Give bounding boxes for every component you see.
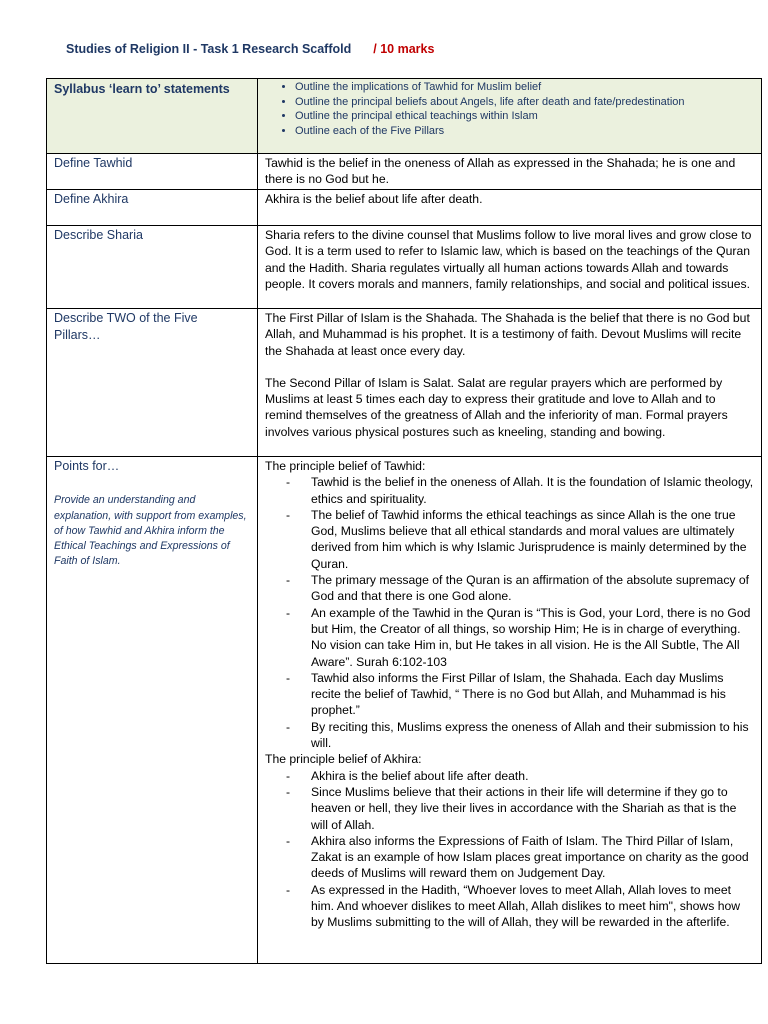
- syllabus-outcomes-list: [265, 80, 755, 139]
- points-answer: [258, 457, 762, 964]
- describe-pillars-row: [47, 309, 762, 457]
- tawhid-points-list: [265, 474, 755, 751]
- describe-sharia-label-cell: [47, 226, 258, 309]
- dash-bullet: -: [286, 719, 291, 734]
- points-label: Points for…: [54, 459, 120, 473]
- describe-sharia-text: Sharia refers to the divine counsel that Muslims follow to live moral lives and grow close to God. It is a term used to refer to Islamic law, which is based on the teachings of the Quran and the Hadith. Sharia regulates virtually all human actions towards Allah and towards people. It covers morals and manners, family relationships, and social and political issues.: [265, 228, 752, 291]
- dash-bullet: -: [286, 475, 291, 490]
- describe-sharia-label: Describe Sharia: [54, 228, 143, 242]
- dash-bullet: -: [286, 833, 291, 848]
- list-item: [265, 768, 755, 784]
- tawhid-point: Tawhid is the belief in the oneness of Allah. It is the foundation of Islamic theology, ethics and spirituality.: [311, 475, 754, 506]
- syllabus-outcome: [295, 124, 755, 139]
- dash-bullet: -: [286, 784, 291, 799]
- describe-pillars-label-cell: [47, 309, 258, 457]
- syllabus-outcome: [295, 109, 755, 124]
- syllabus-outcome-text: Outline the principal beliefs about Angels, life after death and fate/predestination: [295, 95, 685, 108]
- task-title: Studies of Religion II - Task 1 Research Scaffold: [66, 42, 352, 56]
- tawhid-point: An example of the Tawhid in the Quran is “This is God, your Lord, there is no God but Him, the Creator of all things, so worship Him; He is in charge of everything. No vision can take Him in, but He takes in all vision. He is the All Subtle, The All Aware”. Surah 6:102-103: [311, 605, 751, 669]
- define-tawhid-label: Define Tawhid: [54, 156, 133, 170]
- define-akhira-text: Akhira is the belief about life after death.: [265, 192, 483, 206]
- list-item: [265, 670, 755, 719]
- describe-sharia-answer: [258, 226, 762, 309]
- list-item: [265, 833, 755, 882]
- syllabus-outcome: [295, 80, 755, 95]
- describe-pillars-answer: [258, 309, 762, 457]
- syllabus-label: Syllabus ‘learn to’ statements: [54, 82, 230, 96]
- akhira-points-list: [265, 768, 755, 931]
- scaffold-table: [46, 78, 762, 964]
- list-item: [265, 605, 755, 670]
- list-item: [265, 882, 755, 931]
- tawhid-point: The belief of Tawhid informs the ethical teachings as since Allah is the one true God, Muslims believe that all ethical standards and moral values are ultimately derived from him which is why Islamic Jurisprudence is mainly determined by the Quran.: [311, 507, 747, 571]
- dash-bullet: -: [286, 768, 291, 783]
- akhira-point: Akhira also informs the Expressions of Faith of Islam. The Third Pillar of Islam, Zakat is an example of how Islam places great importance on charity as the good deeds of Muslims will reward them on Judgement Day.: [311, 833, 749, 881]
- akhira-point: As expressed in the Hadith, “Whoever loves to meet Allah, Allah loves to meet him. And whoever dislikes to meet Allah, Allah dislikes to meet him", shows how by Muslims submitting to the will of Allah, they will be rewarded in the afterlife.: [311, 882, 741, 930]
- dash-bullet: -: [286, 605, 291, 620]
- points-row: [47, 457, 762, 964]
- describe-sharia-row: [47, 226, 762, 309]
- marks-label: / 10 marks: [373, 42, 435, 56]
- tawhid-point: The primary message of the Quran is an affirmation of the absolute supremacy of God and that there is one God alone.: [311, 573, 750, 604]
- define-tawhid-label-cell: [47, 154, 258, 190]
- syllabus-outcome-text: Outline the implications of Tawhid for Muslim belief: [295, 81, 542, 93]
- define-akhira-label: Define Akhira: [54, 192, 129, 206]
- dash-bullet: -: [286, 670, 291, 685]
- list-item: [265, 784, 755, 833]
- define-akhira-row: [47, 190, 762, 226]
- list-item: [265, 572, 755, 605]
- tawhid-heading: The principle belief of Tawhid:: [265, 459, 426, 473]
- syllabus-outcome-text: Outline the principal ethical teachings within Islam: [295, 110, 538, 123]
- second-pillar-text: The Second Pillar of Islam is Salat. Salat are regular prayers which are performed by Muslims at least 5 times each day to express their gratitude and love to Allah and to remind themselves of the greatness of Allah and the inferiority of man. Formal prayers involves various physical postures such as kneeling, standing and bowing.: [265, 375, 728, 439]
- first-pillar-text: The First Pillar of Islam is the Shahada. The Shahada is the belief that there is no God but Allah, and Muhammad is his prophet. It is a testimony of faith. Devout Muslims will recite the Shahada at least once every day.: [265, 311, 750, 358]
- syllabus-label-cell: [47, 79, 258, 154]
- points-label-cell: [47, 457, 258, 964]
- akhira-point: Akhira is the belief about life after death.: [311, 768, 529, 783]
- dash-bullet: -: [286, 507, 291, 522]
- list-item: [265, 719, 755, 752]
- syllabus-row: [47, 79, 762, 154]
- syllabus-outcome-text: Outline each of the Five Pillars: [295, 125, 445, 138]
- syllabus-outcomes-cell: [258, 79, 762, 154]
- define-tawhid-row: [47, 154, 762, 190]
- define-tawhid-text: Tawhid is the belief in the oneness of Allah as expressed in the Shahada; he is one and there is no God but he.: [265, 156, 736, 187]
- page-title: [66, 42, 434, 56]
- define-tawhid-answer: [258, 154, 762, 190]
- tawhid-point: Tawhid also informs the First Pillar of Islam, the Shahada. Each day Muslims recite the belief of Tawhid, “ There is no God but Allah, and Muhammad is his prophet.”: [311, 670, 726, 718]
- akhira-point: Since Muslims believe that their actions in their life will determine if they go to heaven or hell, they live their lives in accordance with the Shariah as that is the will of Allah.: [311, 784, 737, 832]
- define-akhira-answer: [258, 190, 762, 226]
- akhira-heading: The principle belief of Akhira:: [265, 752, 422, 767]
- list-item: [265, 507, 755, 572]
- dash-bullet: -: [286, 882, 291, 897]
- syllabus-outcome: [295, 95, 755, 110]
- define-akhira-label-cell: [47, 190, 258, 226]
- points-instruction: Provide an understanding and explanation, with support from examples, of how Tawhid and Akhira inform the Ethical Teachings and Expressions of Faith of Islam.: [54, 494, 247, 568]
- dash-bullet: -: [286, 573, 291, 588]
- tawhid-point: By reciting this, Muslims express the oneness of Allah and their submission to his will.: [311, 719, 749, 751]
- list-item: [265, 474, 755, 507]
- describe-pillars-label: Describe TWO of the Five Pillars…: [54, 311, 198, 342]
